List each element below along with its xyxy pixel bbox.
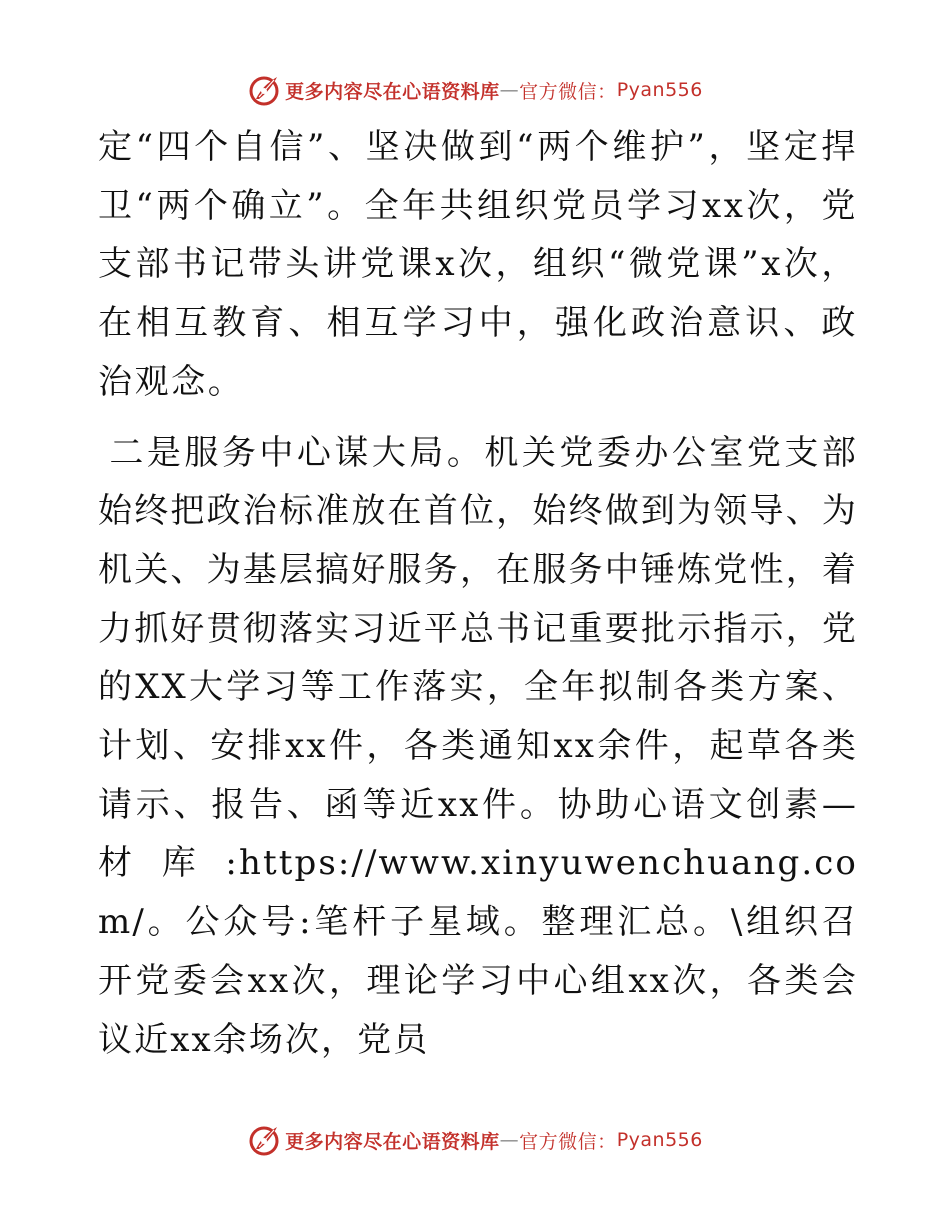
paragraph-2-text: 二是服务中心谋大局。机关党委办公室党支部始终把政治标准放在首位，始终做到为领导、为机关、为基层搞好服务，在服务中锤炼党性，着力抓好贯彻落实习近平总书记重要批示指示，党的XX大学习等工作落实，全年拟制各类方案、计划、安排xx件，各类通知xx余件，起草各类请示、报告、函等近xx件。协助心语文创素—材库:https://www.xinyuwenchuang.com/。公众号:笔杆子星域。整理汇总。\组织召开党委会xx次，理论学习中心组xx次，各类会议近xx余场次，党员 xyxy=(98,432,858,1060)
watermark-sub-text: 官方微信： xyxy=(519,1130,617,1153)
header-watermark xyxy=(0,70,950,110)
footer-watermark xyxy=(0,1120,950,1160)
watermark-main-text: 更多内容尽在心语资料库 xyxy=(285,1130,500,1153)
watermark-wechat-id: Pyan556 xyxy=(616,1129,703,1151)
paragraph-2 xyxy=(98,424,858,1070)
paragraph-1: 定“四个自信”、坚决做到“两个维护”，坚定捍卫“两个确立”。全年共组织党员学习xx次，党支部书记带头讲党课x次，组织“微党课”x次，在相互教育、相互学习中，强化政治意识、政治观念。 xyxy=(98,127,858,402)
feather-pen-logo-icon xyxy=(247,1123,281,1157)
watermark-separator: — xyxy=(499,79,520,101)
feather-pen-logo-icon xyxy=(247,73,281,107)
document-body xyxy=(98,118,858,1069)
watermark-separator: — xyxy=(499,1129,520,1151)
watermark-wechat-id: Pyan556 xyxy=(616,79,703,101)
watermark-main-text: 更多内容尽在心语资料库 xyxy=(285,80,500,103)
watermark-sub-text: 官方微信： xyxy=(519,80,617,103)
